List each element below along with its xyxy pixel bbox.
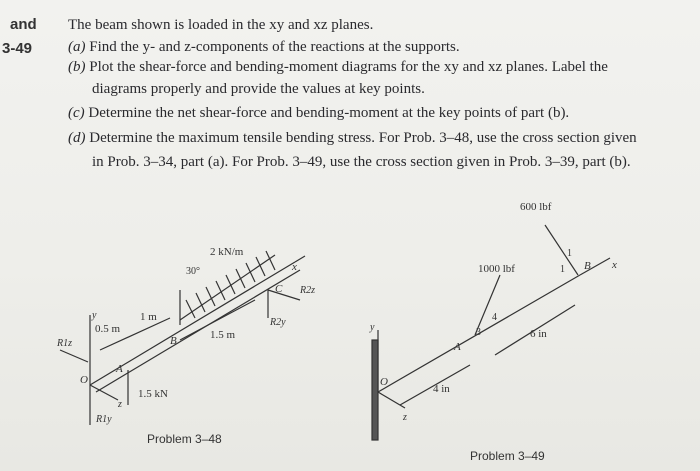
- r2y-label: R2y: [270, 317, 286, 328]
- problem-intro: The beam shown is loaded in the xy and xz planes.: [68, 17, 374, 33]
- force-1000-label: 1000 lbf: [478, 263, 515, 275]
- z-label-49: z: [403, 412, 407, 423]
- y-label-48: y: [92, 310, 97, 321]
- dim-1m-label: 1 m: [140, 311, 157, 323]
- dim-15m-label: 1.5 m: [210, 329, 236, 341]
- r1y-label: R1y: [96, 414, 112, 425]
- force-label: 1.5 kN: [138, 388, 168, 400]
- z-axis-49: [378, 392, 405, 408]
- r1z-label: R1z: [57, 338, 72, 349]
- x-label-49: x: [612, 259, 617, 271]
- part-b-text: Plot the shear-force and bending-moment diagrams for the xy and xz planes. Label the: [89, 59, 608, 75]
- point-a-48: A: [116, 363, 123, 375]
- caption-3-49: Problem 3–49: [470, 449, 545, 463]
- dim-05m-label: 0.5 m: [95, 323, 121, 335]
- part-d-letter: (d): [68, 130, 86, 146]
- part-b-continued: diagrams properly and provide the values at key points.: [92, 81, 425, 97]
- y-label-49: y: [370, 322, 375, 333]
- force-1000-arrow: [475, 275, 500, 335]
- margin-problem-number: 3-49: [2, 40, 33, 57]
- angle-label: 30°: [186, 266, 200, 277]
- part-c-letter: (c): [68, 105, 85, 121]
- part-d-text: Determine the maximum tensile bending stress. For Prob. 3–48, use the cross section given: [89, 130, 637, 146]
- load-label: 2 kN/m: [210, 246, 244, 258]
- dim-4in-label: 4 in: [433, 383, 450, 395]
- margin-word: and: [10, 16, 37, 33]
- point-o-48: O: [80, 374, 88, 386]
- point-a-49: A: [454, 341, 461, 353]
- z-label-48: z: [118, 399, 122, 410]
- part-c-text: Determine the net shear-force and bending-moment at the key points of part (b).: [88, 105, 570, 121]
- slope-1-label: 1: [567, 248, 572, 259]
- point-b-48: B: [170, 335, 177, 347]
- point-b-49: B: [584, 260, 591, 272]
- slope-4-label: 4: [492, 312, 497, 323]
- part-b-letter: (b): [68, 59, 86, 75]
- point-c-48: C: [275, 283, 283, 295]
- part-d-continued: in Prob. 3–34, part (a). For Prob. 3–49, use the cross section given in Prob. 3–39, part (b).: [92, 154, 631, 170]
- part-a-letter: (a): [68, 39, 86, 55]
- x-label-48: x: [292, 261, 297, 273]
- force-600-label: 600 lbf: [520, 201, 552, 213]
- point-o-49: O: [380, 376, 388, 388]
- wall-support-49: [372, 340, 378, 440]
- caption-3-48: Problem 3–48: [147, 432, 222, 446]
- slope-1b-label: 1: [560, 264, 565, 275]
- r2z-label: R2z: [300, 285, 315, 296]
- part-a-text: Find the y- and z-components of the reactions at the supports.: [89, 39, 460, 55]
- slope-3-label: 3: [476, 327, 481, 338]
- dim-6in-label: 6 in: [530, 328, 547, 340]
